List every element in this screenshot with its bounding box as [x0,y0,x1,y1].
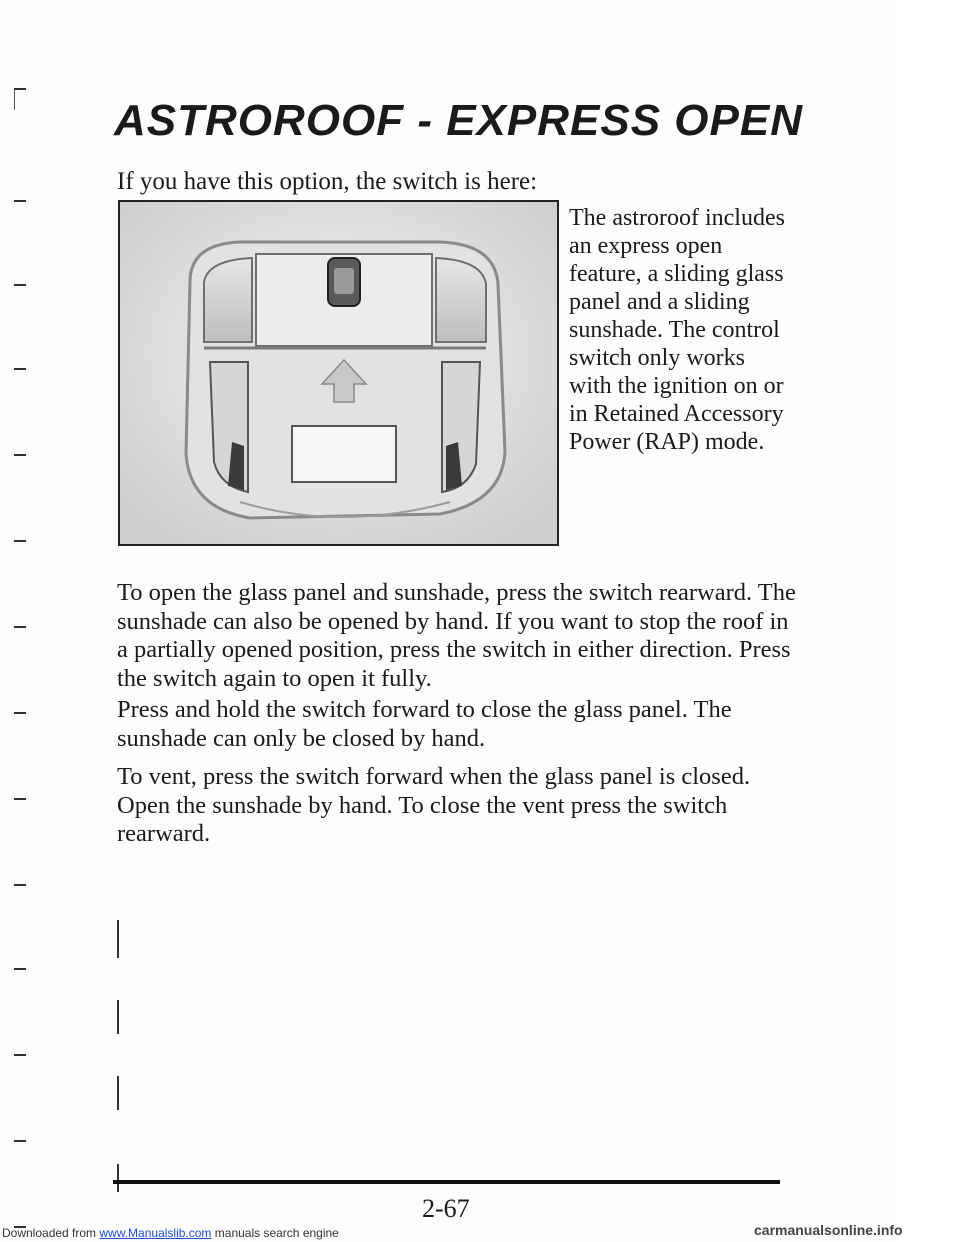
gutter-mark [14,968,26,970]
gutter-mark [14,368,26,370]
gutter-mark [14,540,26,542]
side-description: The astroroof includes an express open feature, a sliding glass panel and a sliding sunshade. The control switch only works with the ignition on or in Retained Accessory Power (RAP) mode. [569,205,785,455]
gutter-line [14,90,15,110]
margin-bar [117,1164,119,1192]
gutter-mark [14,626,26,628]
gutter-mark [14,88,26,90]
page-number: 2-67 [422,1194,470,1223]
download-footer [2,1226,339,1240]
paragraph-close: Press and hold the switch forward to close the glass panel. The sunshade can only be closed by hand. [117,696,732,752]
gutter-mark [14,884,26,886]
console-figure [118,200,559,546]
margin-bar [117,1076,119,1110]
intro-text: If you have this option, the switch is here: [117,168,538,195]
gutter-mark [14,1054,26,1056]
gutter-mark [14,1140,26,1142]
left-lamp-lens [204,258,252,342]
console-illustration [120,202,557,544]
margin-bar [117,920,119,958]
page-title: ASTROROOF - EXPRESS OPEN [114,96,803,145]
display-panel [292,426,396,482]
gutter-mark [14,200,26,202]
gutter-mark [14,712,26,714]
footer-prefix: Downloaded from [2,1226,100,1240]
footer-suffix: manuals search engine [211,1226,339,1240]
gutter-mark [14,454,26,456]
margin-bar [117,1000,119,1034]
footer-rule [113,1180,780,1184]
manualslib-link[interactable]: www.Manualslib.com [99,1226,212,1240]
paragraph-vent: To vent, press the switch forward when the glass panel is closed. Open the sunshade by hand. To close the vent press the switch rearward. [117,763,751,847]
astroroof-switch-face [334,268,354,294]
watermark: carmanualsonline.info [754,1222,903,1238]
right-lamp-lens [436,258,486,342]
gutter-mark [14,798,26,800]
paragraph-open: To open the glass panel and sunshade, press the switch rearward. The sunshade can also be opened by hand. If you want to stop the roof in a partially opened position, press the switch in either direction. Press the switch again to open it fully. [117,579,796,692]
gutter-mark [14,284,26,286]
